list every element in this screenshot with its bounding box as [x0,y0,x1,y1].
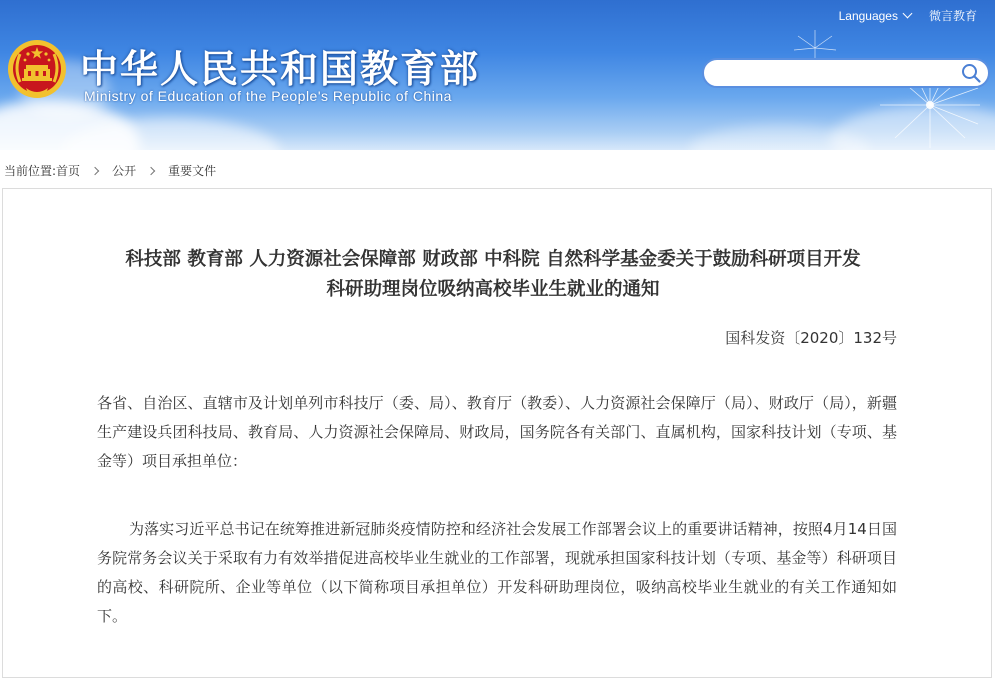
article-paragraph: 为落实习近平总书记在统筹推进新冠肺炎疫情防控和经济社会发展工作部署会议上的重要讲话精神，按照4月14日国务院常务会议关于采取有力有效举措促进高校毕业生就业的工作部署，现就承担国家科技计划（专项、基金等）科研项目的高校、科研院所、企业等单位（以下简称项目承担单位）开发科研助理岗位，吸纳高校毕业生就业的有关工作通知如下。 [97,520,897,625]
breadcrumb-separator-icon [91,166,99,174]
breadcrumb-public[interactable]: 公开 [112,164,137,178]
chevron-down-icon [903,9,913,19]
breadcrumb-important-documents[interactable]: 重要文件 [168,164,217,178]
languages-label: Languages [838,8,898,23]
breadcrumb-home[interactable]: 首页 [56,164,81,178]
top-links [839,7,977,24]
article-title-line1: 科技部 教育部 人力资源社会保障部 财政部 中科院 自然科学基金委关于鼓励科研项目开发 [125,249,861,270]
document-number: 国科发资〔2020〕132号 [725,329,897,347]
search-box [702,58,990,88]
search-icon[interactable] [960,62,982,84]
header-banner [0,0,995,150]
search-input[interactable] [716,60,960,86]
breadcrumb-separator-icon [147,166,155,174]
wechat-link[interactable]: 微言教育 [928,9,977,23]
article-panel [2,188,992,678]
languages-menu[interactable] [839,9,911,23]
breadcrumb [4,162,216,179]
article-title-line2: 科研助理岗位吸纳高校毕业生就业的通知 [326,279,660,300]
article-title [63,245,923,305]
national-emblem-icon [6,38,68,102]
site-title[interactable]: 中华人民共和国教育部 [80,47,481,91]
article-addressee: 各省、自治区、直辖市及计划单列市科技厅（委、局）、教育厅（教委）、人力资源社会保障厅（局）、财政厅（局），新疆生产建设兵团科技局、教育局、人力资源社会保障局、财政局，国务院各有关部门、直属机构，国家科技计划（专项、基金等）项目承担单位： [97,394,897,470]
breadcrumb-prefix: 当前位置: [4,164,57,178]
site-subtitle: Ministry of Education of the People's Republic of China [84,88,452,104]
